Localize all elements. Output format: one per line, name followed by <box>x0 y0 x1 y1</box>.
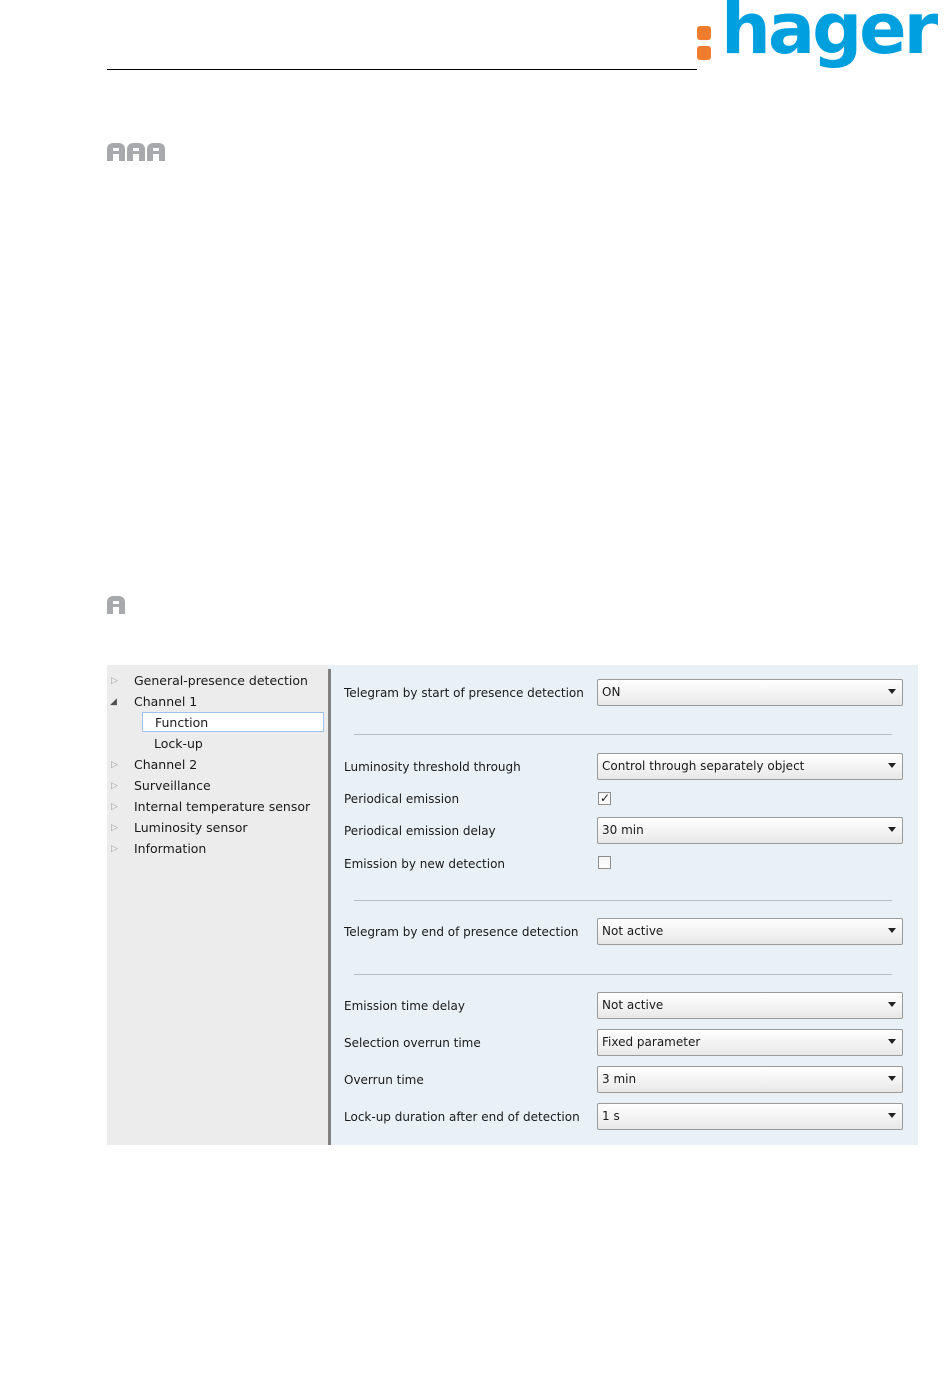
parameter-tree <box>107 665 328 1145</box>
tree-item-lock-up[interactable]: Lock-up <box>154 736 203 751</box>
periodical-emission-checkbox[interactable] <box>598 792 611 805</box>
logo-wordmark: hager <box>721 0 936 70</box>
logo-dot-bottom <box>697 46 711 60</box>
emission-new-detection-label: Emission by new detection <box>344 857 506 871</box>
telegram-end-value: Not active <box>602 924 664 938</box>
overrun-time-value: 3 min <box>602 1072 637 1086</box>
chevron-down-icon <box>888 1113 896 1118</box>
tree-item-channel-1[interactable]: Channel 1 <box>134 694 198 709</box>
emission-time-delay-label: Emission time delay <box>344 999 465 1013</box>
overrun-time-label: Overrun time <box>344 1073 424 1087</box>
emission-time-delay-value: Not active <box>602 998 664 1012</box>
luminosity-threshold-value: Control through separately object <box>602 759 805 773</box>
luminosity-threshold-label: Luminosity threshold through <box>344 760 521 774</box>
tree-item-luminosity-sensor[interactable]: Luminosity sensor <box>134 820 248 835</box>
periodical-emission-label: Periodical emission <box>344 792 460 806</box>
periodical-delay-value: 30 min <box>602 823 644 837</box>
separator <box>354 974 892 975</box>
chevron-down-icon <box>888 1002 896 1007</box>
expand-arrow-icon[interactable]: ▷ <box>111 781 118 791</box>
expand-arrow-icon[interactable]: ▷ <box>111 676 118 686</box>
luminosity-threshold-select[interactable] <box>597 753 903 780</box>
lockup-duration-select[interactable] <box>597 1103 903 1130</box>
lockup-duration-value: 1 s <box>602 1109 620 1123</box>
periodical-delay-select[interactable] <box>597 817 903 844</box>
separator <box>354 900 892 901</box>
expand-arrow-icon[interactable]: ▷ <box>111 844 118 854</box>
hager-logo <box>695 0 936 72</box>
selection-overrun-value: Fixed parameter <box>602 1035 701 1049</box>
collapse-arrow-icon[interactable]: ◢ <box>110 697 117 707</box>
tree-item-surveillance[interactable]: Surveillance <box>134 778 211 793</box>
checkmark-icon: ✓ <box>600 791 611 805</box>
emission-time-delay-select[interactable] <box>597 992 903 1019</box>
manual-grade-single-icon <box>107 596 126 613</box>
telegram-start-label: Telegram by start of presence detection <box>344 686 584 700</box>
parameter-dialog <box>107 665 918 1145</box>
chevron-down-icon <box>888 1039 896 1044</box>
telegram-end-select[interactable] <box>597 918 903 945</box>
chevron-down-icon <box>888 827 896 832</box>
expand-arrow-icon[interactable]: ▷ <box>111 823 118 833</box>
parameter-panel <box>331 665 918 1145</box>
separator <box>354 734 892 735</box>
lockup-duration-label: Lock-up duration after end of detection <box>344 1110 580 1124</box>
periodical-delay-label: Periodical emission delay <box>344 824 496 838</box>
tree-item-information[interactable]: Information <box>134 841 207 856</box>
telegram-end-label: Telegram by end of presence detection <box>344 925 579 939</box>
manual-grade-triple-icon <box>107 143 166 161</box>
telegram-start-value: ON <box>602 685 621 699</box>
emission-new-detection-checkbox[interactable] <box>598 856 611 869</box>
tree-item-internal-temperature-sensor[interactable]: Internal temperature sensor <box>134 799 311 814</box>
selection-overrun-label: Selection overrun time <box>344 1036 481 1050</box>
overrun-time-select[interactable] <box>597 1066 903 1093</box>
tree-item-function[interactable]: Function <box>155 715 209 730</box>
chevron-down-icon <box>888 928 896 933</box>
tree-item-general-presence-detection[interactable]: General-presence detection <box>134 673 308 688</box>
tree-item-channel-2[interactable]: Channel 2 <box>134 757 198 772</box>
header-rule <box>107 69 697 70</box>
chevron-down-icon <box>888 689 896 694</box>
expand-arrow-icon[interactable]: ▷ <box>111 802 118 812</box>
expand-arrow-icon[interactable]: ▷ <box>111 760 118 770</box>
logo-dot-top <box>697 26 711 40</box>
chevron-down-icon <box>888 1076 896 1081</box>
chevron-down-icon <box>888 763 896 768</box>
selection-overrun-select[interactable] <box>597 1029 903 1056</box>
telegram-start-select[interactable] <box>597 679 903 706</box>
